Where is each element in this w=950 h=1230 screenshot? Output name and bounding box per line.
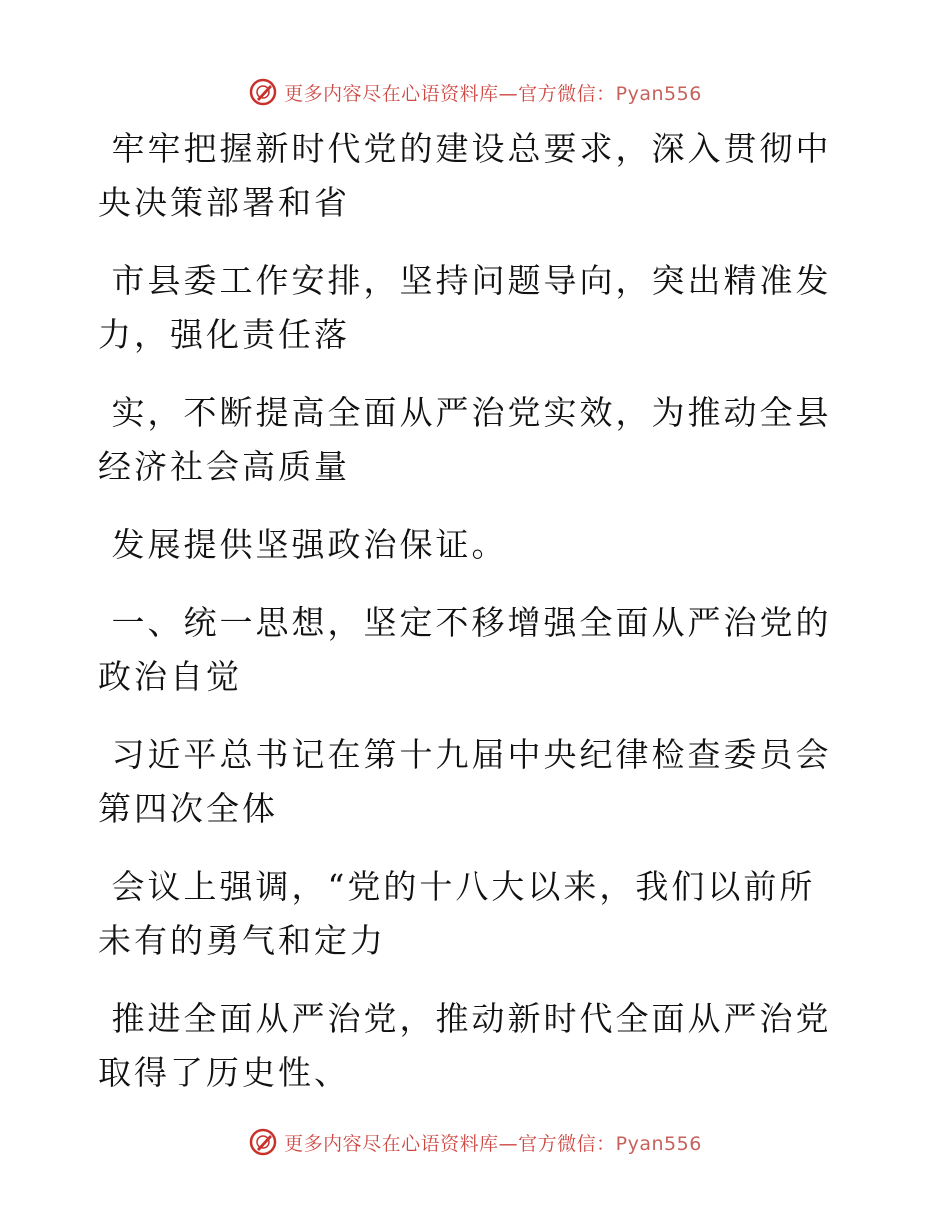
paragraph: 会议上强调，“党的十八大以来，我们以前所未有的勇气和定力 — [98, 867, 816, 960]
header-watermark-text: 更多内容尽在心语资料库—官方微信：Pyan556 — [284, 82, 702, 105]
header-wechat-id: Pyan556 — [615, 82, 702, 105]
paragraph: 牢牢把握新时代党的建设总要求，深入贯彻中央决策部署和省 — [98, 129, 832, 222]
paragraph: 发展提供坚强政治保证。 — [98, 525, 508, 564]
paragraph: 习近平总书记在第十九届中央纪律检查委员会第四次全体 — [98, 735, 832, 828]
section-heading: 一、统一思想，坚定不移增强全面从严治党的政治自觉 — [98, 603, 832, 696]
pen-logo-icon — [248, 1127, 278, 1157]
footer-wechat-id: Pyan556 — [615, 1132, 702, 1155]
pen-logo-icon — [248, 77, 278, 107]
paragraph: 实，不断提高全面从严治党实效，为推动全县经济社会高质量 — [98, 393, 832, 486]
document-body — [98, 122, 838, 1124]
paragraph: 推进全面从严治党，推动新时代全面从严治党取得了历史性、 — [98, 999, 832, 1092]
footer-watermark — [0, 1122, 950, 1162]
header-watermark — [0, 72, 950, 112]
paragraph: 市县委工作安排，坚持问题导向，突出精准发力，强化责任落 — [98, 261, 832, 354]
footer-watermark-text: 更多内容尽在心语资料库—官方微信：Pyan556 — [284, 1132, 702, 1155]
